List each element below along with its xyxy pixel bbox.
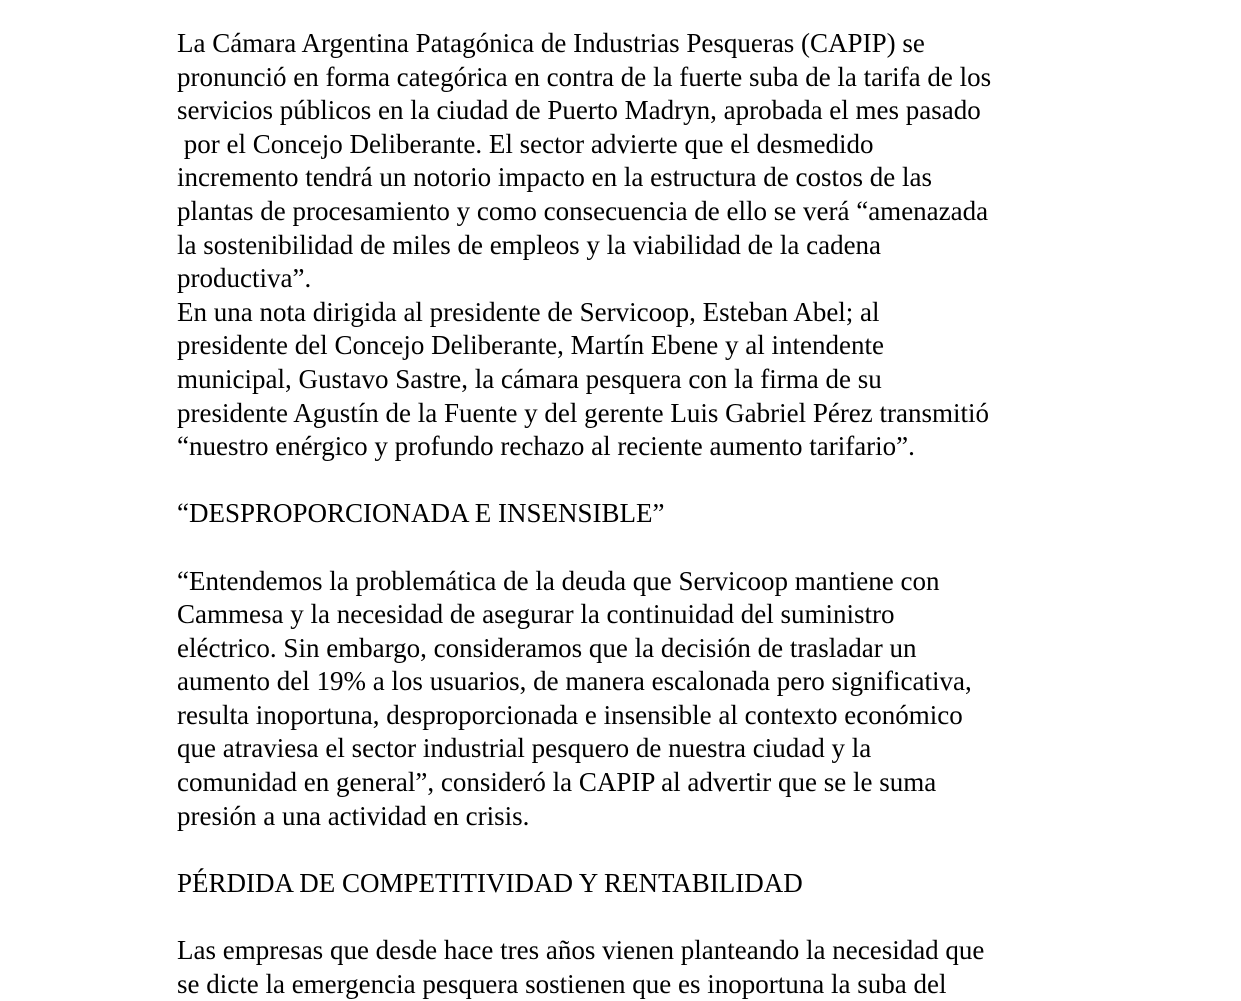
- text-line: se dicte la emergencia pesquera sostienen que es inoportuna la suba del: [177, 968, 947, 999]
- text-line: la sostenibilidad de miles de empleos y la viabilidad de la cadena: [177, 229, 882, 260]
- text-line: municipal, Gustavo Sastre, la cámara pesquera con la firma de su: [177, 363, 882, 394]
- spacer: [177, 531, 1077, 565]
- paragraph-companies: [177, 934, 1077, 1001]
- text-line: incremento tendrá un notorio impacto en la estructura de costos de las: [177, 162, 932, 193]
- paragraph-note: [177, 296, 1077, 464]
- text-line: servicios públicos en la ciudad de Puerto Madryn, aprobada el mes pasado: [177, 95, 981, 126]
- text-line: Cammesa y la necesidad de asegurar la continuidad del suministro: [177, 599, 895, 630]
- text-line: “Entendemos la problemática de la deuda que Servicoop mantiene con: [177, 565, 940, 596]
- text-line: Las empresas que desde hace tres años vienen planteando la necesidad que: [177, 935, 985, 966]
- spacer: [177, 464, 1077, 498]
- text-line: presidente del Concejo Deliberante, Martín Ebene y al intendente: [177, 330, 884, 361]
- text-line: productiva”.: [177, 263, 312, 294]
- text-line: presión a una actividad en crisis.: [177, 800, 530, 831]
- section-heading: “DESPROPORCIONADA E INSENSIBLE”: [177, 498, 665, 529]
- text-line: presidente Agustín de la Fuente y del gerente Luis Gabriel Pérez transmitió: [177, 397, 990, 428]
- text-line: aumento del 19% a los usuarios, de manera escalonada pero significativa,: [177, 666, 972, 697]
- text-line: pronunció en forma categórica en contra de la fuerte suba de la tarifa de los: [177, 61, 992, 92]
- spacer: [177, 900, 1077, 934]
- text-line: eléctrico. Sin embargo, consideramos que la decisión de trasladar un: [177, 632, 917, 663]
- text-line: La Cámara Argentina Patagónica de Industrias Pesqueras (CAPIP) se: [177, 28, 925, 58]
- spacer: [177, 833, 1077, 867]
- text-line: plantas de procesamiento y como consecuencia de ello se verá “amenazada: [177, 195, 989, 226]
- text-line: resulta inoportuna, desproporcionada e insensible al contexto económico: [177, 699, 963, 730]
- paragraph-quote: [177, 565, 1077, 834]
- paragraph-intro: [177, 27, 1077, 296]
- document-body: [177, 27, 1077, 1001]
- text-line: por el Concejo Deliberante. El sector advierte que el desmedido: [177, 128, 874, 159]
- text-line: que atraviesa el sector industrial pesquero de nuestra ciudad y la: [177, 733, 872, 764]
- text-line: En una nota dirigida al presidente de Servicoop, Esteban Abel; al: [177, 296, 880, 327]
- text-line: comunidad en general”, consideró la CAPIP al advertir que se le suma: [177, 767, 937, 798]
- section-heading: PÉRDIDA DE COMPETITIVIDAD Y RENTABILIDAD: [177, 867, 803, 898]
- text-line: “nuestro enérgico y profundo rechazo al reciente aumento tarifario”.: [177, 431, 915, 462]
